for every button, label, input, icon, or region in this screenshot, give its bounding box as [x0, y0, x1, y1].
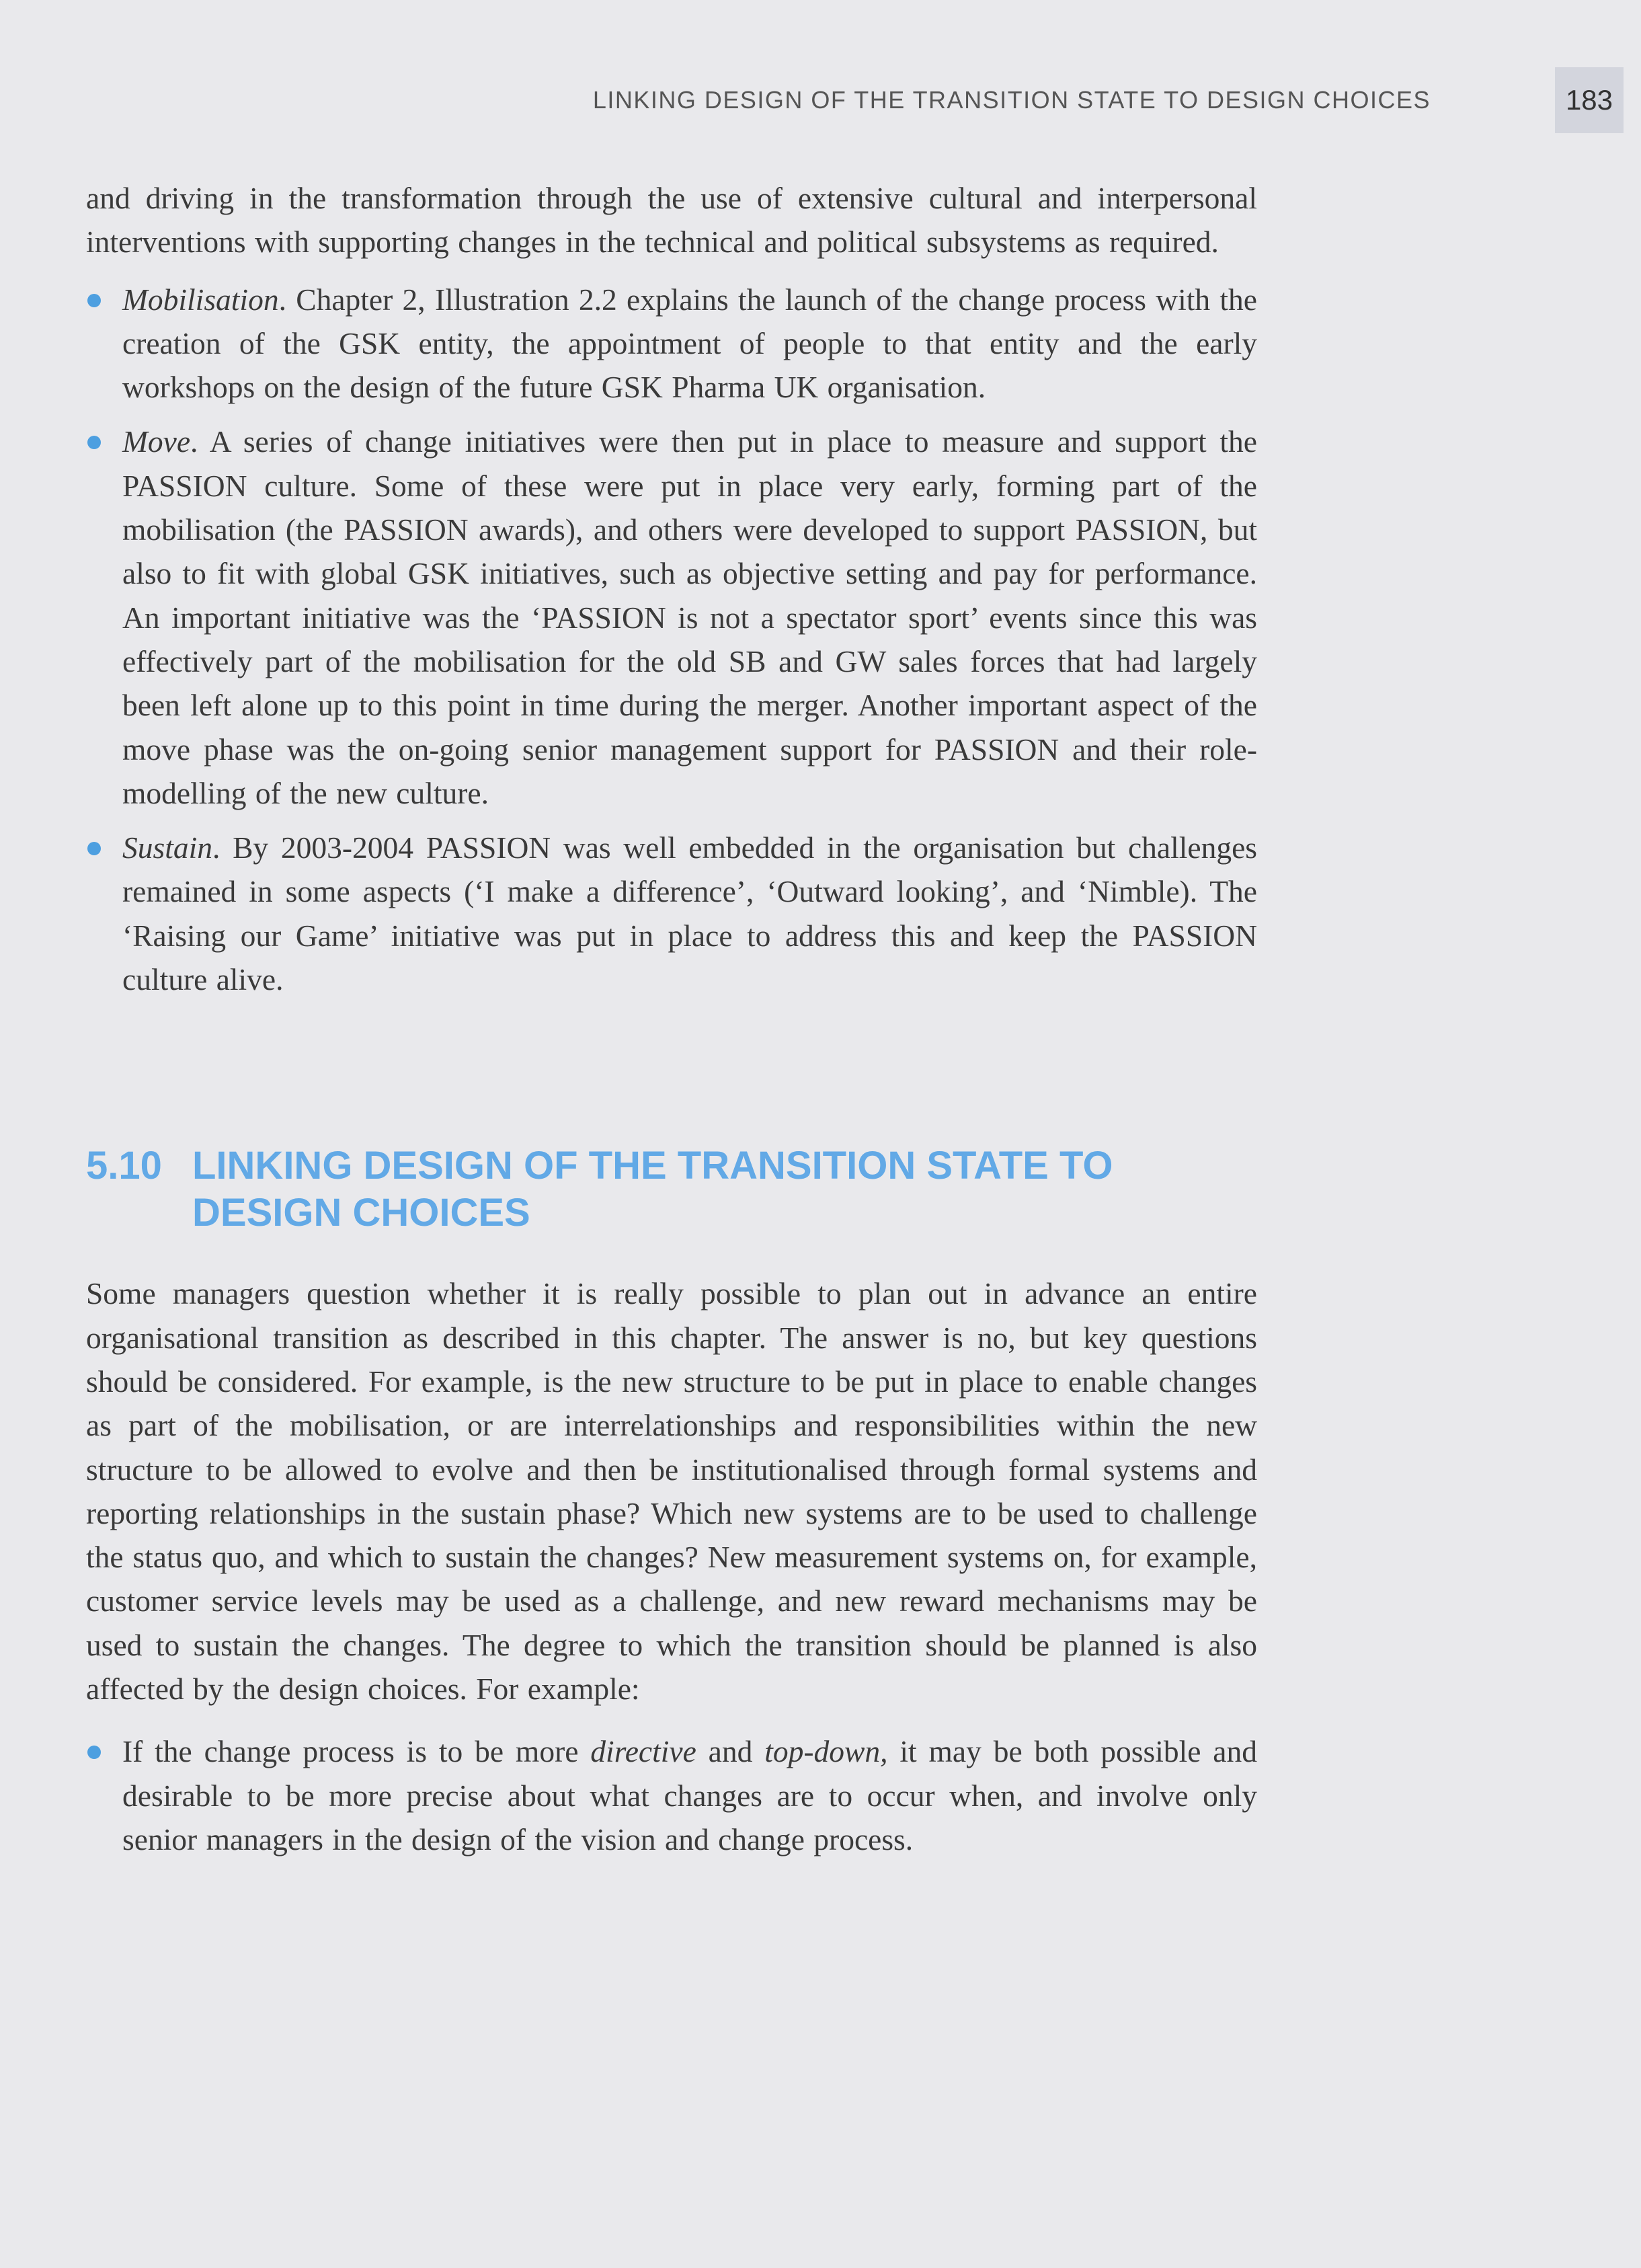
- section-number: 5.10: [86, 1144, 162, 1188]
- list-item: [86, 1729, 1257, 1861]
- phase-list: [86, 278, 1257, 1002]
- page-number: 183: [1555, 67, 1624, 133]
- list-item: [86, 826, 1257, 1001]
- running-header: LINKING DESIGN OF THE TRANSITION STATE TO DESIGN CHOICES: [592, 86, 1431, 114]
- section-title: LINKING DESIGN OF THE TRANSITION STATE TO DESIGN CHOICES: [192, 1144, 1113, 1235]
- choice-list: [86, 1729, 1257, 1861]
- phase-text: . By 2003-2004 PASSION was well embedded in the organisation but challenges remained in some aspects (‘I make a difference’, ‘Outward looking’, and ‘Nimble). The ‘Raising our Game’ initiative was put in place to address this and keep the PASSION culture alive.: [122, 830, 1257, 997]
- choice-text: it may be both possible and desirable to be more precise about what changes are to occur when, and involve only senior managers in the design of the vision and change process.: [122, 1734, 1257, 1856]
- section-heading: [86, 1142, 1257, 1237]
- phase-text: . A series of change initiatives were then put in place to measure and support the PASSION culture. Some of these were put in place very early, forming part of the mobilisation (the PASSION awards), and others were developed to support PASSION, but also to fit with global GSK initiatives, such as objective setting and pay for performance. An important initiative was the ‘PASSION is not a spectator sport’ events since this was effectively part of the mobilisation for the old SB and GW sales forces that had largely been left alone up to this point in time during the merger. Another important aspect of the move phase was the on-going senior management support for PASSION and their role-modelling of the new culture.: [122, 424, 1257, 810]
- phase-term: Sustain: [122, 830, 212, 865]
- bullet-icon: [87, 842, 101, 855]
- choice-text: If the change process is to be more: [122, 1734, 591, 1769]
- phase-term: Move: [122, 424, 191, 459]
- list-item: [86, 278, 1257, 409]
- bullet-icon: [87, 294, 101, 307]
- choice-emphasis: directive: [590, 1734, 696, 1769]
- phase-text: . Chapter 2, Illustration 2.2 explains the launch of the change process with the creation of the GSK entity, the appointment of people to that entity and the early workshops on the design of the future GSK Pharma UK organisation.: [122, 282, 1257, 405]
- bullet-icon: [87, 436, 101, 449]
- phase-term: Mobilisation: [122, 282, 279, 317]
- intro-paragraph: and driving in the transformation through the use of extensive cultural and interpersonal interventions with supporting changes in the technical and political subsystems as required.: [86, 181, 1257, 260]
- choice-text: and: [696, 1734, 765, 1769]
- choice-emphasis: top-down,: [764, 1734, 888, 1769]
- page-body: [86, 176, 1257, 1861]
- list-item: [86, 420, 1257, 815]
- section-paragraph: Some managers question whether it is really possible to plan out in advance an entire organisational transition as described in this chapter. The answer is no, but key questions should be considered. For example, is the new structure to be put in place to enable changes as part of the mobilisation, or are interrelationships and responsibilities within the new structure to be allowed to evolve and then be institutionalised through formal systems and reporting relationships in the sustain phase? Which new systems are to be used to challenge the status quo, and which to sustain the changes? New measurement systems on, for example, customer service levels may be used as a challenge, and new reward mechanisms may be used to sustain the changes. The degree to which the transition should be planned is also affected by the design choices. For example:: [86, 1276, 1257, 1707]
- bullet-icon: [87, 1746, 101, 1759]
